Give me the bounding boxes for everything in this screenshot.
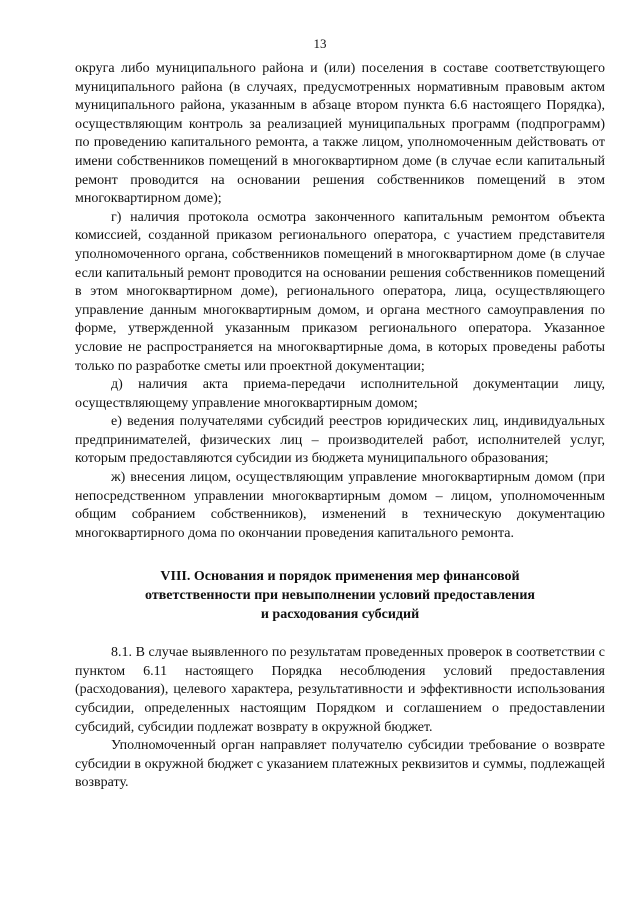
paragraph-item-g: г) наличия протокола осмотра законченного капитальным ремонтом объекта комиссией, созданной приказом регионального оператора, с участием представителя уполномоченного органа, собственников помещений в многоквартирном доме (в случае если капитальный ремонт проводится на основании решения собственников помещений в этом многоквартирном доме), регионального оператора, лица, осуществляющего управление данным многоквартирным домом, и органа местного самоуправления по форме, утвержденной указанным приказом регионального оператора. Указанное условие не распространяется на многоквартирные дома, в которых проведены работы только по разработке сметы или проектной документации; (75, 209, 605, 374)
paragraph-item-e: е) ведения получателями субсидий реестров юридических лиц, индивидуальных предпринимателей, физических лиц – производителей работ, исполнителей услуг, которым предоставляются субсидии из бюджета муниципального образования; (75, 414, 605, 467)
paragraph-8-1: 8.1. В случае выявленного по результатам проведенных проверок в соответствии с пунктом 6.11 настоящего Порядка несоблюдения условий предоставления (расходования), целевого характера, результативности и эффективности использования субсидии, определенных настоящим Порядком и соглашением о предоставлении субсидий, субсидии подлежат возврату в окружной бюджет. (75, 645, 605, 735)
section-heading-line: ответственности при невыполнении условий предоставления (145, 588, 535, 604)
section-heading-line: и расходования субсидий (260, 606, 420, 622)
section-heading (75, 568, 605, 624)
paragraph-refund-request: Уполномоченный орган направляет получателю субсидии требование о возврате субсидии в окружной бюджет с указанием платежных реквизитов и суммы, подлежащей возврату. (75, 738, 605, 791)
paragraph-item-zh: ж) внесения лицом, осуществляющим управление многоквартирным домом (при непосредственном управлении многоквартирным домом – лицом, уполномоченным общим собранием собственников), изменений в техническую документацию многоквартирного дома по окончании проведения капитального ремонта. (75, 470, 605, 541)
paragraph-item-d: д) наличия акта приема-передачи исполнительной документации лицу, осуществляющему управление многоквартирным домом; (75, 377, 605, 411)
paragraph-continuation: округа либо муниципального района и (или) поселения в составе соответствующего муниципального района (в случаях, предусмотренных нормативным правовым актом муниципального района, указанным в абзаце втором пункта 6.6 настоящего Порядка), осуществляющим контроль за реализацией муниципальных программ (подпрограмм) по проведению капитального ремонта, а также лицом, уполномоченным действовать от имени собственников помещений в многоквартирном доме (в случае если капитальный ремонт проводится на основании решения собственников помещений в этом многоквартирном доме); (75, 61, 605, 207)
section-heading-line: VIII. Основания и порядок применения мер финансовой (160, 569, 520, 585)
document-body (75, 60, 605, 793)
page-number: 13 (313, 36, 327, 51)
